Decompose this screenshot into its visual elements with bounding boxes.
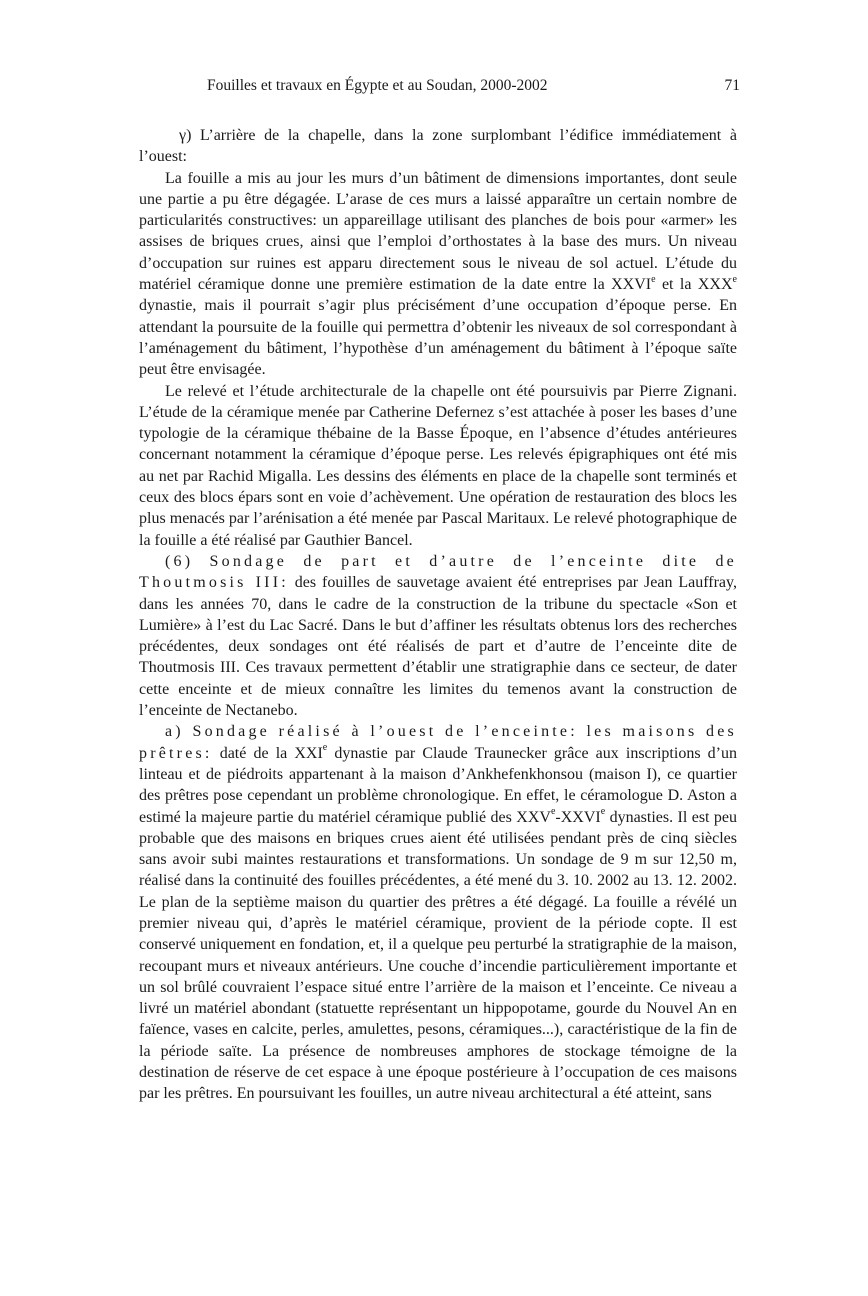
- superscript: e: [600, 806, 606, 818]
- paragraph-5-text-a: daté de la XXI: [212, 744, 323, 762]
- paragraph-5-text-b: dynastie par Claude Traunecker grâce aux inscriptions d’un linteau et de piédroits appartenant à la maison d’Ankhefenkhonsou (maison I), ce quartier des prêtres pose cependant un problème chronologique. En effet, le céramologue D. Aston a estimé la majeure partie du matériel céramique publié des XXV: [139, 744, 737, 826]
- superscript: e: [651, 273, 656, 285]
- section-heading-a: a) Sondage réalisé à l’ouest de l’enceinte: les maisons des prêtres:: [139, 723, 737, 762]
- running-header: [180, 75, 740, 97]
- superscript: e: [550, 806, 556, 818]
- paragraph-2-text-b: et la XXX: [655, 276, 733, 294]
- body-text: [139, 125, 737, 1105]
- paragraph-1: [139, 125, 737, 168]
- paragraph-3: [139, 381, 737, 551]
- paragraph-3-text: Le relevé et l’étude architecturale de la chapelle ont été poursuivis par Pierre Zignani. L’étude de la céramique menée par Catherine Defernez s’est attachée à poser les bases d’une typologie de la céramique thébaine de la Basse Époque, en l’absence d’études antérieures concernant notamment la céramique d’époque perse. Les relevés épigraphiques ont été mis au net par Rachid Migalla. Les dessins des éléments en place de la chapelle sont terminés et ceux des blocs épars sont en voie d’achèvement. Une opération de restauration des blocs les plus menacés par l’arénisation a été menée par Pascal Maritaux. Le relevé photographique de la fouille a été réalisé par Gauthier Bancel.: [139, 382, 737, 549]
- paragraph-5-text-d: dynasties. Il est peu probable que des maisons en briques crues aient été utilisées pendant près de cinq siècles sans avoir subi maintes restaurations et transformations. Un sondage de 9 m sur 12,50 m, réalisé dans la continuité des fouilles précédentes, a été mené du 3. 10. 2002 au 13. 12. 2002. Le plan de la septième maison du quartier des prêtres a été dégagé. La fouille a révélé un premier niveau qui, d’après le matériel céramique, provient de la période copte. Il est conservé uniquement en fondation, et, il a quelque peu perturbé la stratigraphie de la maison, recoupant murs et niveaux antérieurs. Une couche d’incendie particulièrement importante et un sol brûlé couvraient l’espace situé entre l’arrière de la maison et l’enceinte. Ce niveau a livré un matériel abondant (statuette représentant un hippopotame, gourde du Nouvel An en faïence, vases en calcite, perles, amulettes, pesons, céramiques...), caractéristique de la fin de la période saïte. La présence de nombreuses amphores de stockage témoigne de la destination de réserve de cet espace à une époque postérieure à l’occupation de ces maisons par les prêtres. En poursuivant les fouilles, un autre niveau architectural a été atteint, sans: [139, 808, 737, 1103]
- paragraph-2: [139, 168, 737, 381]
- superscript: e: [732, 273, 737, 285]
- section-heading-6: (6) Sondage de part et d’autre de l’enceinte dite de Thoutmosis III:: [139, 552, 737, 592]
- paragraph-5-text-c: -XXVI: [555, 808, 601, 826]
- running-title: Fouilles et travaux en Égypte et au Soudan, 2000-2002: [207, 77, 548, 94]
- paragraph-2-text-a: La fouille a mis au jour les murs d’un bâtiment de dimensions importantes, dont seule une partie a pu être dégagée. L’arase de ces murs a laissé apparaître un certain nombre de particularités constructives: un appareillage utilisant des planches de bois pour «armer» les assises de briques crues, ainsi que l’emploi d’orthostates à la base des murs. Un niveau d’occupation sur ruines est apparu directement sous le niveau de sol actuel. L’étude du matériel céramique donne une première estimation de la date entre la XXVI: [139, 169, 737, 294]
- superscript: e: [322, 742, 328, 754]
- paragraph-1-text: γ) L’arrière de la chapelle, dans la zone surplombant l’édifice immédiatement à l’ouest:: [139, 127, 737, 166]
- paragraph-5: [139, 721, 737, 1104]
- paragraph-4: [139, 551, 737, 721]
- paragraph-2-text-c: dynastie, mais il pourrait s’agir plus précisément d’une occupation d’époque perse. En attendant la poursuite de la fouille qui permettra d’obtenir les niveaux de sol correspondant à l’aménagement du bâtiment, l’hypothèse d’un aménagement du bâtiment à l’époque saïte peut être envisagée.: [139, 297, 737, 379]
- page-number: 71: [724, 77, 740, 94]
- paragraph-4-text: des fouilles de sauvetage avaient été entreprises par Jean Lauffray, dans les années 70, dans le cadre de la construction de la tribune du spectacle «Son et Lumière» à l’est du Lac Sacré. Dans le but d’affiner les résultats obtenus lors des recherches précédentes, deux sondages ont été réalisés de part et d’autre de l’enceinte dite de Thoutmosis III. Ces travaux permettent d’établir une stratigraphie dans ce secteur, de dater cette enceinte et de mieux connaître les limites du temenos avant la construction de l’enceinte de Nectanebo.: [139, 574, 737, 720]
